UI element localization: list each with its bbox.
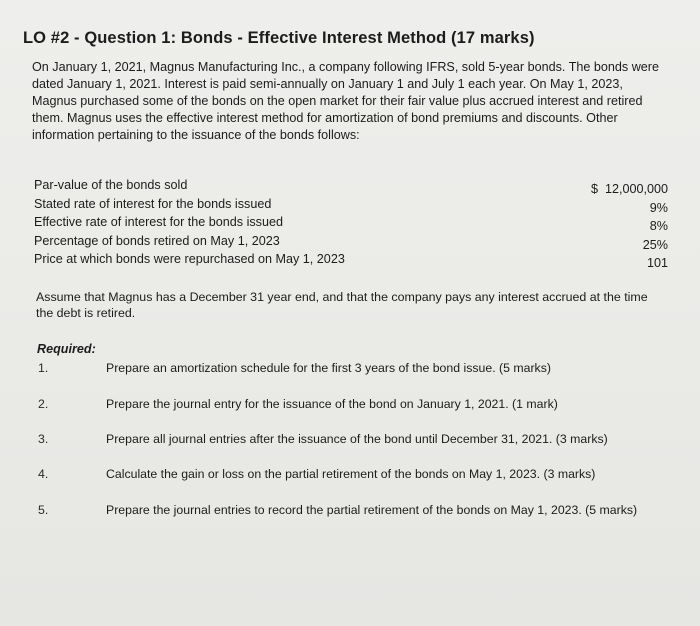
bond-info-label: Effective rate of interest for the bonds issued: [34, 215, 283, 229]
bond-info-row: [34, 215, 668, 234]
bond-info-table: [34, 178, 668, 271]
item-text: Prepare the journal entries to record the partial retirement of the bonds on May 1, 2023. (5 marks): [106, 503, 638, 517]
bond-info-row: [34, 197, 668, 216]
assumption-note: Assume that Magnus has a December 31 year end, and that the company pays any interest accrued at the time the debt is retired.: [36, 290, 648, 320]
item-number: 4.: [38, 467, 49, 481]
question-title: LO #2 - Question 1: Bonds - Effective Interest Method (17 marks): [23, 29, 535, 47]
item-number: 5.: [38, 503, 49, 517]
bond-info-value: 9%: [649, 200, 668, 215]
bond-info-row: [34, 234, 668, 253]
bond-info-label: Percentage of bonds retired on May 1, 2023: [34, 233, 280, 248]
item-text: Prepare an amortization schedule for the first 3 years of the bond issue. (5 marks): [106, 361, 551, 375]
item-text: Prepare all journal entries after the issuance of the bond until December 31, 2021. (3 marks): [106, 432, 608, 446]
intro-paragraph: On January 1, 2021, Magnus Manufacturing Inc., a company following IFRS, sold 5-year bonds. The bonds were dated January 1, 2021. Interest is paid semi-annually on January 1 and July 1 each year. On May 1, 2023, Magnus purchased some of the bonds on the open market for their fair value plus accrued interest and retired them. Magnus uses the effective interest method for amortization of bond premiums and discounts. Other information pertaining to the issuance of the bonds follows:: [32, 60, 660, 142]
bond-info-label: Price at which bonds were repurchased on May 1, 2023: [34, 252, 345, 266]
item-number: 2.: [38, 397, 49, 411]
bond-info-row: [34, 252, 668, 271]
bond-info-label: Stated rate of interest for the bonds issued: [34, 196, 272, 211]
item-number: 3.: [38, 432, 49, 446]
item-text: Calculate the gain or loss on the partial retirement of the bonds on May 1, 2023. (3 marks): [106, 467, 596, 481]
bond-info-label: Par-value of the bonds sold: [34, 178, 188, 192]
bond-info-row: [34, 178, 668, 197]
item-number: 1.: [38, 361, 49, 375]
bond-info-value: 101: [646, 256, 668, 270]
bond-info-value: 8%: [649, 219, 668, 233]
bond-info-value: $ 12,000,000: [590, 182, 668, 196]
item-text: Prepare the journal entry for the issuance of the bond on January 1, 2021. (1 mark): [106, 397, 558, 411]
required-heading: Required:: [37, 342, 96, 356]
bond-info-value: 25%: [642, 237, 668, 252]
